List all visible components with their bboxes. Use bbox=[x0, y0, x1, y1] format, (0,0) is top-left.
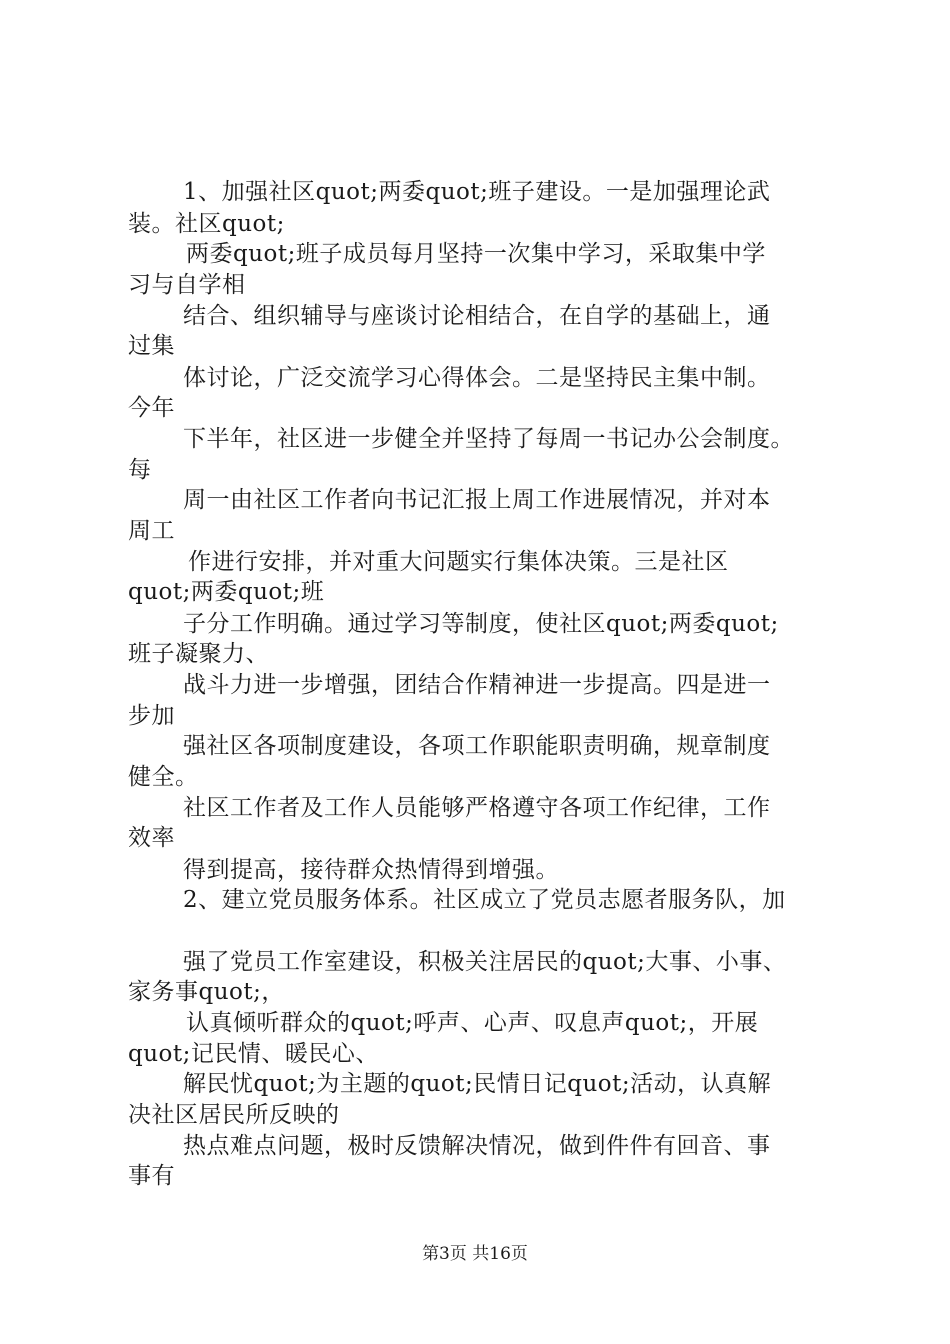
text-line: 热点难点问题，极时反馈解决情况，做到件件有回音、事 bbox=[183, 1133, 771, 1159]
page-footer: 第3页 共16页 bbox=[422, 1244, 528, 1264]
text-line: 过集 bbox=[128, 333, 175, 359]
text-line: 战斗力进一步增强，团结合作精神进一步提高。四是进一 bbox=[183, 672, 771, 698]
text-line: 强了党员工作室建设，积极关注居民的quot;大事、小事、 bbox=[183, 949, 787, 975]
text-line: 下半年，社区进一步健全并坚持了每周一书记办公会制度。 bbox=[183, 426, 794, 452]
text-line: 1、加强社区quot;两委quot;班子建设。一是加强理论武 bbox=[183, 179, 771, 205]
text-line: quot;两委quot;班 bbox=[128, 579, 325, 605]
text-line: 2、建立党员服务体系。社区成立了党员志愿者服务队，加 bbox=[183, 887, 786, 913]
text-line: 两委quot;班子成员每月坚持一次集中学习，采取集中学 bbox=[186, 241, 766, 267]
text-line: 周工 bbox=[128, 518, 175, 544]
text-line: 班子凝聚力、 bbox=[128, 641, 269, 667]
text-line: 得到提高，接待群众热情得到增强。 bbox=[183, 857, 559, 883]
text-line: 家务事quot;， bbox=[128, 979, 285, 1005]
text-line: 解民忧quot;为主题的quot;民情日记quot;活动，认真解 bbox=[183, 1071, 772, 1097]
text-line: 今年 bbox=[128, 395, 175, 421]
text-line: 强社区各项制度建设，各项工作职能职责明确，规章制度 bbox=[183, 733, 771, 759]
text-line: 事有 bbox=[128, 1163, 175, 1189]
text-line: 作进行安排，并对重大问题实行集体决策。三是社区 bbox=[188, 549, 729, 575]
text-line: 决社区居民所反映的 bbox=[128, 1102, 340, 1128]
text-line: 社区工作者及工作人员能够严格遵守各项工作纪律，工作 bbox=[183, 795, 771, 821]
text-line: 步加 bbox=[128, 703, 175, 729]
text-line: 健全。 bbox=[128, 764, 199, 790]
text-line: 周一由社区工作者向书记汇报上周工作进展情况，并对本 bbox=[183, 487, 771, 513]
text-line: 体讨论，广泛交流学习心得体会。二是坚持民主集中制。 bbox=[183, 365, 771, 391]
text-line: 效率 bbox=[128, 825, 175, 851]
text-line: 装。社区quot; bbox=[128, 211, 285, 237]
text-line: 每 bbox=[128, 457, 152, 483]
text-line: quot;记民情、暖民心、 bbox=[128, 1041, 379, 1067]
text-line: 习与自学相 bbox=[128, 272, 246, 298]
text-line: 结合、组织辅导与座谈讨论相结合，在自学的基础上，通 bbox=[183, 303, 771, 329]
text-line: 认真倾听群众的quot;呼声、心声、叹息声quot;，开展 bbox=[186, 1010, 759, 1036]
text-line: 子分工作明确。通过学习等制度，使社区quot;两委quot; bbox=[183, 611, 779, 637]
